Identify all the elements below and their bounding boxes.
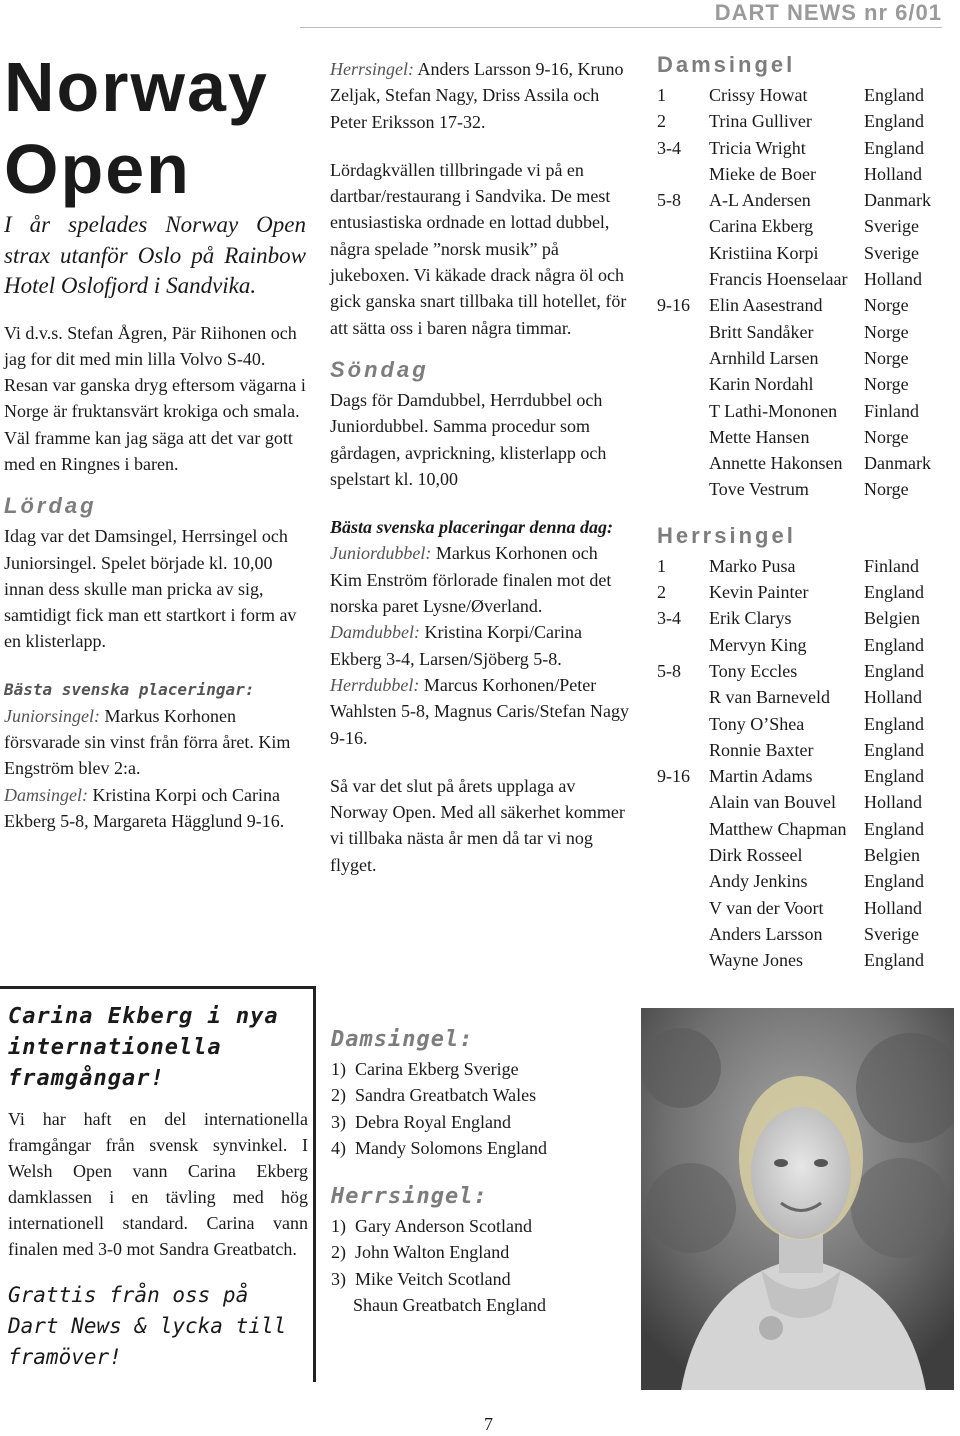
damsingel-row xyxy=(657,161,931,187)
herrsingel-row xyxy=(657,842,924,868)
damsingel-country: Holland xyxy=(864,269,922,290)
damsingel-row xyxy=(657,424,931,450)
herrsingel-name: Tony O’Shea xyxy=(709,713,805,734)
damsingel-place xyxy=(657,240,709,266)
juniordubbel-label: Juniordubbel: xyxy=(330,543,432,564)
herrsingel-country: England xyxy=(864,766,924,787)
damsingel-country: Danmark xyxy=(864,453,931,474)
title-line-1: Norway xyxy=(4,48,269,126)
damsingel-name: Carina Ekberg xyxy=(709,216,814,237)
damsingel-row xyxy=(657,319,931,345)
damsingel-row xyxy=(657,292,931,318)
damsingel-results-heading: Damsingel xyxy=(657,52,796,77)
damsingel-paragraph xyxy=(4,782,306,835)
damsingel-name: Kristiina Korpi xyxy=(709,242,819,263)
damsingel-row xyxy=(657,135,931,161)
herrsingel-name: V van der Voort xyxy=(709,897,824,918)
damdubbel-text: Kristina Korpi/Carina Ekberg 3-4, Larsen/Sjöberg 5-8. xyxy=(330,622,582,669)
damsingel-country: Norge xyxy=(864,347,909,368)
herrsingel-country: England xyxy=(864,871,924,892)
herrsingel-country: Belgien xyxy=(864,608,920,629)
evening-paragraph: Lördagkvällen tillbringade vi på en dartbar/restaurang i Sandvika. De mest entusiastiska ordnade en lottad dubbel, några spelade ”norsk musik” på jukeboxen. Vi käkade drack några öl och gick ganska snart tillbaka till hotellet, för att sätta oss i baren några timmar. xyxy=(330,159,627,338)
herrsingel-name: Ronnie Baxter xyxy=(709,739,814,760)
herrsingel-place: 5-8 xyxy=(657,660,681,681)
herrsingel-place xyxy=(657,947,709,973)
herrsingel-name: Marko Pusa xyxy=(709,555,796,576)
herrsingel-place: 2 xyxy=(657,582,666,603)
damsingel-name: Tove Vestrum xyxy=(709,479,809,500)
damsingel-row xyxy=(657,371,931,397)
best-placings-heading: Bästa svenska placeringar: xyxy=(4,679,255,699)
damsingel-country: England xyxy=(864,111,924,132)
damsingel-row xyxy=(657,213,931,239)
damsingel-text: Kristina Korpi och Carina Ekberg 5-8, Margareta Hägglund 9-16. xyxy=(4,784,285,831)
herrsingel-country: Holland xyxy=(864,792,922,813)
damsingel-place xyxy=(657,476,709,502)
damsingel-row xyxy=(657,240,931,266)
damsingel-place: 1 xyxy=(657,85,666,105)
damsingel-place: 3-4 xyxy=(657,137,681,158)
herrsingel-name: Wayne Jones xyxy=(709,950,804,971)
juniorsingel-text: Markus Korhonen försvarade sin vinst från förra året. Kim Engström blev 2:a. xyxy=(4,705,291,779)
welsh-result-line: 1) Carina Ekberg Sverige xyxy=(331,1059,519,1079)
damsingel-name: Francis Hoenselaar xyxy=(709,269,848,290)
damsingel-name: Crissy Howat xyxy=(709,85,808,105)
herrsingel-place xyxy=(657,684,709,710)
magazine-header: DART NEWS nr 6/01 xyxy=(714,0,942,25)
sidebar-closing: Grattis från oss på Dart News & lycka till framöver! xyxy=(8,1283,287,1369)
damsingel-place xyxy=(657,450,709,476)
herrdubbel-text: Marcus Korhonen/Peter Wahlsten 5-8, Magnus Caris/Stefan Nagy 9-16. xyxy=(330,674,629,748)
herrsingel-place xyxy=(657,816,709,842)
welsh-result-line: 2) John Walton England xyxy=(331,1242,510,1263)
damdubbel-label: Damdubbel: xyxy=(330,622,420,643)
damsingel-country: Norge xyxy=(864,426,909,447)
page-number: 7 xyxy=(484,1414,493,1434)
article-column-1 xyxy=(4,36,306,834)
herrsingel-row xyxy=(657,684,924,710)
herrsingel-country: Holland xyxy=(864,687,922,708)
herrsingel-results-heading: Herrsingel xyxy=(657,522,796,548)
damsingel-name: Trina Gulliver xyxy=(709,111,812,132)
herrsingel-country: England xyxy=(864,713,924,734)
damsingel-row xyxy=(657,187,931,213)
herrsingel-name: Kevin Painter xyxy=(709,582,809,603)
damsingel-name: Arnhild Larsen xyxy=(709,347,819,368)
lordag-paragraph: Idag var det Damsingel, Herrsingel och Juniorsingel. Spelet började kl. 10,00 innan dess skulle man pricka av sig, samtidigt fick man ett startkort i form av en klisterlapp. xyxy=(4,526,297,652)
closing-paragraph: Så var det slut på årets upplaga av Norway Open. Med all säkerhet kommer vi tillbaka nästa år men då tar vi nog flyget. xyxy=(330,775,625,875)
herrsingel-results-table xyxy=(657,553,924,974)
herrsingel-text: Anders Larsson 9-16, Kruno Zeljak, Stefan Nagy, Driss Assila och Peter Eriksson 17-32. xyxy=(330,59,624,132)
herrsingel-country: Finland xyxy=(864,555,920,576)
damsingel-name: Tricia Wright xyxy=(709,137,806,158)
damsingel-results-table xyxy=(657,82,931,503)
damsingel-name: Mieke de Boer xyxy=(709,163,816,184)
intro-paragraph: Vi d.v.s. Stefan Ågren, Pär Riihonen och jag for dit med min lilla Volvo S-40. Resan var ganska dryg eftersom vägarna i Norge är fruktansvärt krokiga och smala. Väl framme kan jag säga att det var gott med en Ringnes i baren. xyxy=(4,322,306,474)
herrsingel-row xyxy=(657,921,924,947)
damsingel-place: 5-8 xyxy=(657,190,681,211)
damsingel-row xyxy=(657,108,931,134)
sidebar-box xyxy=(0,986,316,1382)
damsingel-country: Norge xyxy=(864,321,909,342)
damsingel-country: Finland xyxy=(864,400,920,421)
damsingel-name: T Lathi-Mononen xyxy=(709,400,838,421)
damsingel-place xyxy=(657,319,709,345)
welsh-result-line: 3) Mike Veitch Scotland xyxy=(331,1268,511,1289)
herrsingel-place xyxy=(657,789,709,815)
herrsingel-row xyxy=(657,763,924,789)
damsingel-name: A-L Andersen xyxy=(709,190,811,211)
herrsingel-name: Erik Clarys xyxy=(709,608,792,629)
juniorsingel-label: Juniorsingel: xyxy=(4,705,100,726)
herrsingel-row xyxy=(657,579,924,605)
sidebar-text: Vi har haft en del internationella framgångar från svensk synvinkel. I Welsh Open vann Carina Ekberg damklassen i en tävling med hög internationell standard. Carina vann finalen med 3-0 mot Sandra Greatbatch. xyxy=(8,1109,308,1259)
damsingel-country: England xyxy=(864,137,924,158)
damsingel-place xyxy=(657,266,709,292)
damsingel-row xyxy=(657,82,931,108)
herrsingel-country: Sverige xyxy=(864,923,919,944)
herrsingel-row xyxy=(657,553,924,579)
best-placings-day-heading: Bästa svenska placeringar denna dag: xyxy=(330,517,614,538)
header-rule xyxy=(300,27,942,28)
herrsingel-country: England xyxy=(864,818,924,839)
juniordubbel-text: Markus Korhonen och Kim Enström förlorade finalen mot det norska paret Lysne/Øverland. xyxy=(330,543,612,617)
welsh-damsingel-heading: Damsingel: xyxy=(331,1027,474,1052)
article-title xyxy=(4,46,306,210)
herrsingel-paragraph xyxy=(330,56,632,135)
herrsingel-place xyxy=(657,868,709,894)
herrdubbel-label: Herrdubbel: xyxy=(330,674,420,695)
herrsingel-country: England xyxy=(864,660,924,681)
damsingel-place: 9-16 xyxy=(657,295,690,316)
sidebar-title: Carina Ekberg i nya internationella framgångar! xyxy=(8,1004,279,1091)
damdubbel-paragraph xyxy=(330,619,632,672)
article-lede: I år spelades Norway Open strax utanför Oslo på Rainbow Hotel Oslofjord i Sandvika. xyxy=(4,212,306,298)
herrsingel-place xyxy=(657,921,709,947)
herrsingel-country: England xyxy=(864,950,924,971)
damsingel-country: Danmark xyxy=(864,190,931,211)
herrsingel-place: 1 xyxy=(657,555,666,576)
damsingel-place xyxy=(657,424,709,450)
herrsingel-name: Matthew Chapman xyxy=(709,818,847,839)
herrsingel-row xyxy=(657,711,924,737)
herrsingel-name: Andy Jenkins xyxy=(709,871,808,892)
herrsingel-row xyxy=(657,789,924,815)
damsingel-country: Holland xyxy=(864,163,922,184)
herrsingel-country: England xyxy=(864,739,924,760)
herrsingel-name: Martin Adams xyxy=(709,766,813,787)
damsingel-name: Karin Nordahl xyxy=(709,374,814,395)
herrsingel-name: Tony Eccles xyxy=(709,660,798,681)
herrsingel-country: England xyxy=(864,634,924,655)
welsh-result-line: 4) Mandy Solomons England xyxy=(331,1137,547,1158)
herrsingel-country: Belgien xyxy=(864,845,920,866)
title-line-2: Open xyxy=(4,130,191,208)
damsingel-name: Annette Hakonsen xyxy=(709,453,843,474)
herrdubbel-paragraph xyxy=(330,672,632,751)
damsingel-place xyxy=(657,345,709,371)
herrsingel-row xyxy=(657,816,924,842)
damsingel-name: Britt Sandåker xyxy=(709,321,814,342)
damsingel-place xyxy=(657,398,709,424)
herrsingel-row xyxy=(657,605,924,631)
herrsingel-label: Herrsingel: xyxy=(330,59,414,79)
herrsingel-row xyxy=(657,868,924,894)
player-photo xyxy=(641,1008,954,1390)
welsh-result-line: 3) Debra Royal England xyxy=(331,1111,511,1132)
herrsingel-place xyxy=(657,737,709,763)
damsingel-country: Norge xyxy=(864,374,909,395)
herrsingel-place: 9-16 xyxy=(657,766,690,787)
welsh-results xyxy=(331,1024,621,1318)
herrsingel-country: Holland xyxy=(864,897,922,918)
results-column xyxy=(657,50,957,974)
juniorsingel-paragraph xyxy=(4,703,306,782)
damsingel-place xyxy=(657,371,709,397)
herrsingel-place: 3-4 xyxy=(657,608,681,629)
juniordubbel-paragraph xyxy=(330,540,632,619)
damsingel-row xyxy=(657,266,931,292)
damsingel-country: Sverige xyxy=(864,242,919,263)
damsingel-name: Mette Hansen xyxy=(709,426,810,447)
lordag-heading: Lördag xyxy=(4,493,97,519)
herrsingel-row xyxy=(657,632,924,658)
damsingel-country: England xyxy=(864,85,924,105)
herrsingel-row xyxy=(657,737,924,763)
damsingel-name: Elin Aasestrand xyxy=(709,295,823,316)
damsingel-place xyxy=(657,213,709,239)
sondag-heading: Söndag xyxy=(330,356,429,382)
welsh-herrsingel-heading: Herrsingel: xyxy=(331,1184,488,1210)
damsingel-country: Norge xyxy=(864,295,909,316)
damsingel-country: Norge xyxy=(864,479,909,500)
sondag-paragraph: Dags för Damdubbel, Herrdubbel och Juniordubbel. Samma procedur som gårdagen, avprickning, klisterlapp och spelstart kl. 10,00 xyxy=(330,389,607,489)
herrsingel-place xyxy=(657,711,709,737)
welsh-result-line: 1) Gary Anderson Scotland xyxy=(331,1216,532,1237)
welsh-result-line: Shaun Greatbatch England xyxy=(353,1295,546,1316)
damsingel-country: Sverige xyxy=(864,216,919,237)
damsingel-label: Damsingel: xyxy=(4,784,88,805)
damsingel-row xyxy=(657,398,931,424)
herrsingel-row xyxy=(657,895,924,921)
damsingel-place xyxy=(657,161,709,187)
herrsingel-name: Mervyn King xyxy=(709,634,807,655)
herrsingel-row xyxy=(657,947,924,973)
herrsingel-place xyxy=(657,632,709,658)
damsingel-place: 2 xyxy=(657,111,666,132)
herrsingel-place xyxy=(657,842,709,868)
herrsingel-name: R van Barneveld xyxy=(709,687,830,708)
herrsingel-country: England xyxy=(864,582,924,603)
damsingel-row xyxy=(657,476,931,502)
herrsingel-name: Anders Larsson xyxy=(709,923,823,944)
herrsingel-name: Dirk Rosseel xyxy=(709,845,803,866)
article-column-2 xyxy=(330,56,632,878)
welsh-result-line: 2) Sandra Greatbatch Wales xyxy=(331,1085,537,1106)
damsingel-row xyxy=(657,450,931,476)
herrsingel-name: Alain van Bouvel xyxy=(709,792,836,813)
herrsingel-row xyxy=(657,658,924,684)
damsingel-row xyxy=(657,345,931,371)
herrsingel-place xyxy=(657,895,709,921)
